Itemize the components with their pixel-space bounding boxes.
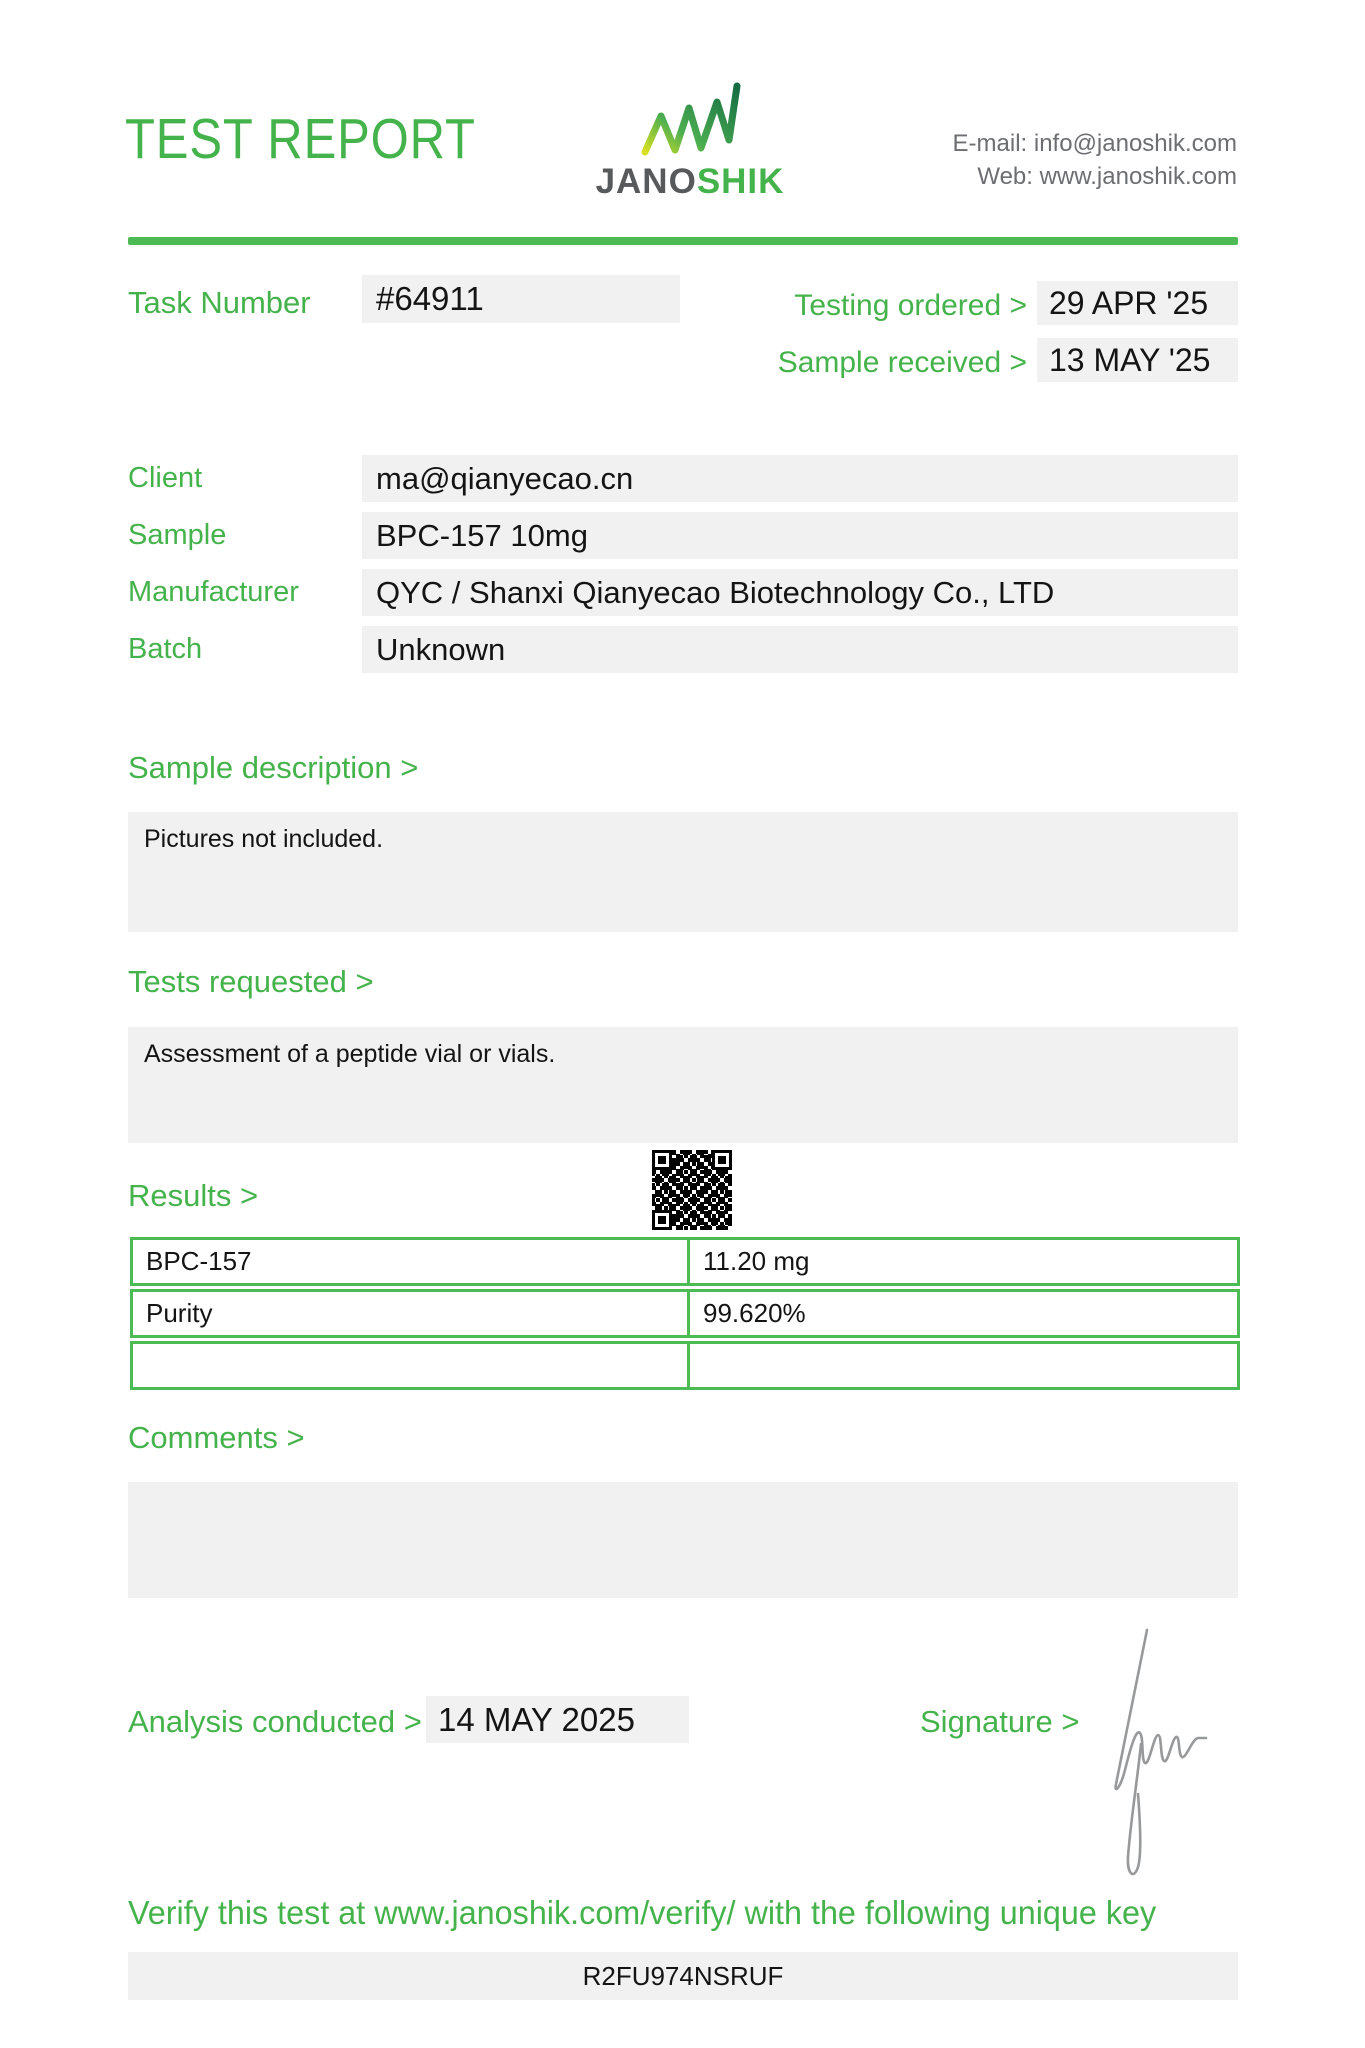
result-value bbox=[690, 1344, 1237, 1387]
tests-requested-box: Assessment of a peptide vial or vials. bbox=[128, 1027, 1238, 1143]
qr-code bbox=[648, 1146, 736, 1234]
verify-instruction: Verify this test at www.janoshik.com/verify/ with the following unique key bbox=[128, 1894, 1157, 1931]
results-table bbox=[130, 1237, 1240, 1393]
signature-image bbox=[1085, 1612, 1235, 1887]
testing-ordered-value: 29 APR '25 bbox=[1037, 281, 1238, 325]
janoshik-logo bbox=[582, 78, 798, 202]
table-row bbox=[130, 1237, 1240, 1286]
qr-finder-top-left bbox=[652, 1150, 672, 1170]
comments-label: Comments > bbox=[128, 1420, 305, 1455]
sample-value: BPC-157 10mg bbox=[362, 512, 1238, 559]
results-label: Results > bbox=[128, 1178, 259, 1213]
contact-web: Web: www.janoshik.com bbox=[977, 163, 1237, 190]
page-title: TEST REPORT bbox=[125, 107, 476, 171]
info-row-batch bbox=[128, 626, 1238, 673]
analysis-date-value: 14 MAY 2025 bbox=[426, 1696, 689, 1743]
client-value: ma@qianyecao.cn bbox=[362, 455, 1238, 502]
tests-requested-label: Tests requested > bbox=[128, 964, 374, 999]
contact-block bbox=[953, 127, 1237, 193]
chart-peaks-icon bbox=[637, 78, 743, 166]
info-row-client bbox=[128, 455, 1238, 502]
contact-email: E-mail: info@janoshik.com bbox=[952, 130, 1237, 157]
signature-stroke bbox=[1085, 1612, 1235, 1882]
sample-description-box: Pictures not included. bbox=[128, 812, 1238, 932]
unique-key-value: R2FU974NSRUF bbox=[128, 1952, 1238, 2000]
task-number-label: Task Number bbox=[128, 285, 311, 320]
table-row bbox=[130, 1341, 1240, 1390]
sample-received-value: 13 MAY '25 bbox=[1037, 338, 1238, 382]
client-label: Client bbox=[128, 462, 203, 494]
logo-text-jano: JANO bbox=[595, 162, 697, 201]
info-row-manufacturer bbox=[128, 569, 1238, 616]
sample-description-label: Sample description > bbox=[128, 750, 419, 785]
batch-label: Batch bbox=[128, 633, 203, 665]
logo-text-shik: SHIK bbox=[696, 162, 785, 201]
result-name bbox=[133, 1344, 690, 1387]
sample-received-label: Sample received > bbox=[777, 346, 1027, 379]
header-divider bbox=[128, 237, 1238, 245]
manufacturer-value: QYC / Shanxi Qianyecao Biotechnology Co., LTD bbox=[362, 569, 1238, 616]
result-value: 99.620% bbox=[703, 1298, 806, 1328]
qr-pattern bbox=[652, 1150, 732, 1230]
testing-ordered-label: Testing ordered > bbox=[794, 289, 1027, 322]
info-row-sample bbox=[128, 512, 1238, 559]
qr-finder-top-right bbox=[712, 1150, 732, 1170]
table-row bbox=[130, 1289, 1240, 1338]
result-value: 11.20 mg bbox=[703, 1246, 810, 1276]
sample-info-list bbox=[128, 455, 1238, 673]
logo-wordmark bbox=[582, 162, 798, 202]
sample-label: Sample bbox=[128, 519, 227, 551]
manufacturer-label: Manufacturer bbox=[128, 576, 299, 608]
signature-label: Signature > bbox=[920, 1704, 1080, 1739]
comments-box bbox=[128, 1482, 1238, 1598]
result-name: BPC-157 bbox=[133, 1240, 690, 1283]
analysis-conducted-label: Analysis conducted > bbox=[128, 1704, 422, 1739]
result-name: Purity bbox=[133, 1292, 690, 1335]
qr-finder-bottom-left bbox=[652, 1210, 672, 1230]
task-number-value: #64911 bbox=[362, 275, 680, 323]
batch-value: Unknown bbox=[362, 626, 1238, 673]
